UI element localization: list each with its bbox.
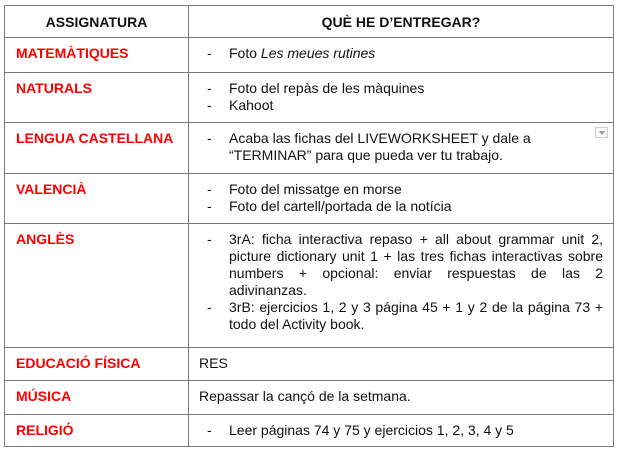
subject-name: ANGLÈS: [5, 224, 189, 348]
header-subject: ASSIGNATURA: [5, 6, 189, 38]
homework-table: [4, 5, 614, 447]
item-text: Foto del missatge en morse: [229, 181, 402, 197]
table-row: [5, 38, 614, 73]
table-row: [5, 73, 614, 123]
item-text: Foto del repàs de les màquines: [229, 80, 425, 96]
item-text: Acaba las fichas del LIVEWORKSHEET y dale a “TERMINAR” para que pueda ver tu trabajo.: [229, 130, 531, 163]
table-row: [5, 348, 614, 381]
dash-bullet: -: [207, 97, 212, 113]
deliverables-cell: [189, 123, 614, 174]
header-row: [5, 6, 614, 38]
item-text: 3rA: ficha interactiva repaso + all about grammar unit 2, picture dictionary unit 1 + las tres fichas interactivas sobre numbers + opcional: enviar respuestas de las 2 adivinanzas.: [229, 231, 603, 298]
list-item: [203, 198, 603, 215]
list-item: [203, 80, 603, 97]
dash-bullet: -: [207, 198, 212, 214]
list-item: [203, 130, 603, 164]
dash-bullet: -: [207, 80, 212, 96]
dash-bullet: -: [207, 130, 212, 146]
table-row: [5, 224, 614, 348]
item-text: Repassar la cançó de la setmana.: [199, 388, 411, 404]
item-text: 3rB: ejercicios 1, 2 y 3 página 45 + 1 y 2 de la página 73 + todo del Activity book.: [229, 299, 603, 332]
deliverables-cell: [189, 73, 614, 123]
deliverables-cell: [189, 224, 614, 348]
subject-name: NATURALS: [5, 73, 189, 123]
dash-bullet: -: [207, 181, 212, 197]
deliverables-cell: [189, 38, 614, 73]
dash-bullet: -: [207, 231, 212, 247]
item-text: Foto del cartell/portada de la notícia: [229, 198, 452, 214]
table-row: [5, 123, 614, 174]
subject-name: LENGUA CASTELLANA: [5, 123, 189, 174]
dropdown-arrow-icon[interactable]: [595, 127, 608, 138]
deliverables-cell: [189, 415, 614, 447]
list-item: [203, 299, 603, 333]
dash-bullet: -: [207, 422, 212, 438]
deliverables-cell: [189, 174, 614, 224]
item-text: Kahoot: [229, 97, 274, 113]
item-text: Leer páginas 74 y 75 y ejercicios 1, 2, 3, 4 y 5: [229, 422, 514, 438]
table-row: [5, 174, 614, 224]
deliverables-cell: [189, 348, 614, 381]
dash-bullet: -: [207, 299, 212, 315]
header-deliverables: QUÈ HE D’ENTREGAR?: [189, 6, 614, 38]
list-item: [203, 97, 603, 114]
table-row: [5, 381, 614, 415]
item-text: RES: [199, 355, 228, 371]
subject-name: MÚSICA: [5, 381, 189, 415]
subject-name: VALENCIÀ: [5, 174, 189, 224]
list-item: [203, 231, 603, 299]
subject-name: MATEMÀTIQUES: [5, 38, 189, 73]
item-text: Foto Les meues rutines: [229, 45, 376, 61]
list-item: [203, 181, 603, 198]
list-item: [203, 45, 603, 62]
subject-name: RELIGIÓ: [5, 415, 189, 447]
list-item: [203, 422, 603, 439]
deliverables-cell: [189, 381, 614, 415]
table-row: [5, 415, 614, 447]
subject-name: EDUCACIÓ FÍSICA: [5, 348, 189, 381]
dash-bullet: -: [207, 45, 212, 61]
